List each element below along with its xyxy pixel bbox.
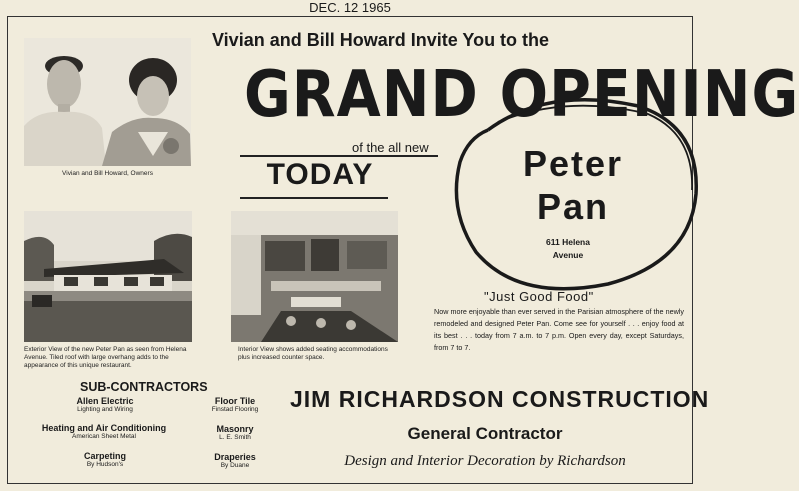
subcontractor-desc: Finstad Flooring [211, 406, 259, 413]
slogan: "Just Good Food" [484, 289, 594, 304]
peter-label: Peter [522, 143, 624, 184]
subcontractor-name: Heating and Air Conditioning [41, 423, 167, 433]
address [528, 236, 608, 262]
interior-photo [231, 211, 398, 342]
subcontractor-name: Masonry [216, 424, 254, 434]
subcontractors-heading: SUB-CONTRACTORS [80, 380, 208, 394]
pan-label: Pan [536, 186, 610, 227]
address-line1: 611 Helena [546, 237, 590, 247]
of-the-all-new: of the all new [352, 140, 429, 155]
subcontractor-name: Allen Electric [76, 396, 134, 406]
subcontractor-desc: American Sheet Metal [72, 433, 136, 440]
subcontractor-floor-tile [190, 396, 280, 413]
subcontractor-masonry [190, 424, 280, 441]
owners-photo [24, 38, 191, 166]
date-stamp: DEC. 12 1965 [309, 0, 391, 15]
subcontractor-desc: By Duane [220, 462, 250, 469]
grand-opening-headline: GRAND OPENING [244, 58, 799, 132]
subcontractor-name: Floor Tile [214, 396, 256, 406]
subcontractor-carpeting [40, 451, 170, 468]
body-text: Now more enjoyable than ever served in the Parisian atmosphere of the newly remodeled and designed Peter Pan. Come see for yourself . . . enjoy food at its best . . . today from 7 a.m. to 7 p.m. Open every day, except Saturdays, from 7 to 7. [434, 307, 684, 352]
design-credit: Design and Interior Decoration by Richardson [344, 453, 626, 469]
exterior-photo [24, 211, 192, 342]
subcontractor-desc: By Hudson's [86, 461, 124, 468]
interior-caption: Interior View shows added seating accommodations plus increased counter space. [238, 346, 388, 361]
subcontractor-name: Carpeting [83, 451, 126, 461]
owners-caption: Vivian and Bill Howard, Owners [62, 170, 153, 177]
address-line2: Avenue [552, 250, 584, 260]
subcontractor-desc: L. E. Smith [219, 434, 251, 441]
today-rule-bottom [240, 197, 388, 199]
today-rule-top [240, 155, 438, 157]
today-label: TODAY [266, 158, 374, 191]
subcontractor-heating [24, 423, 184, 440]
subcontractor-allen [40, 396, 170, 413]
subcontractor-name: Draperies [214, 452, 256, 462]
invite-line: Vivian and Bill Howard Invite You to the [212, 30, 550, 50]
subcontractor-desc: Lighting and Wiring [77, 406, 133, 413]
contractor-name: JIM RICHARDSON CONSTRUCTION [290, 386, 710, 412]
contractor-role: General Contractor [407, 424, 563, 443]
exterior-caption: Exterior View of the new Peter Pan as seen from Helena Avenue. Tiled roof with large overhang adds to the appearance of this unique restaurant. [24, 346, 187, 369]
subcontractor-draperies [190, 452, 280, 469]
